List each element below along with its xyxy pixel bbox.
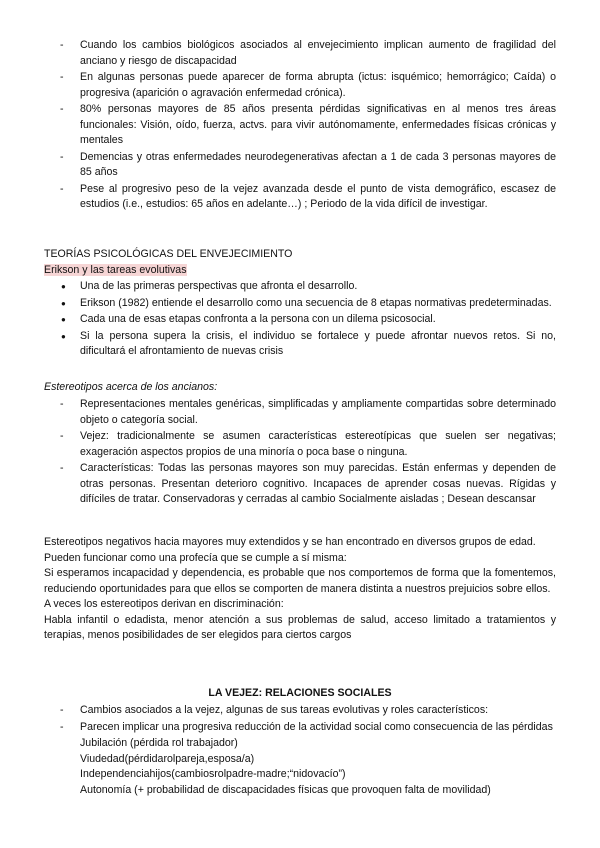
list-item: - Vejez: tradicionalmente se asumen características estereotípicas que suelen ser negativas; exageración aspectos propios de una minoría o poca base o ninguna. (80, 429, 556, 460)
stereotypes-title: Estereotipos acerca de los ancianos: (44, 381, 218, 393)
paragraph: Habla infantil o edadista, menor atención a sus problemas de salud, acceso limitado a tratamientos y terapias, menos posibilidades de ser elegidos para ciertos cargos (44, 613, 556, 641)
paragraph: Si esperamos incapacidad y dependencia, es probable que nos comportemos de forma que la fomentemos, reduciendo oportunidades para que ellos se comporten de manera distinta a nuestros prejuicios sobre ellos. (44, 567, 556, 595)
stereotypes-paragraphs (44, 535, 556, 644)
social-relations-list (80, 703, 556, 798)
list-item: - Representaciones mentales genéricas, simplificadas y ampliamente compartidas sobre determinado objeto o categoría social. (80, 397, 556, 428)
section-title-social-relations: LA VEJEZ: RELACIONES SOCIALES (208, 687, 392, 699)
list-item: - Demencias y otras enfermedades neurodegenerativas afectan a 1 de cada 3 personas mayores de 85 años (80, 150, 556, 181)
sub-item: Autonomía (+ probabilidad de discapacidades físicas que provoquen falta de movilidad) (80, 783, 491, 796)
list-item: - En algunas personas puede aparecer de forma abrupta (ictus: isquémico; hemorrágico; Caída) o progresiva (aparición o agravación enfermedad crónica). (80, 70, 556, 101)
list-item: ● Erikson (1982) entiende el desarrollo como una secuencia de 8 etapas normativas predeterminadas. (80, 296, 556, 312)
paragraph: Estereotipos negativos hacia mayores muy extendidos y se han encontrado en diversos grupos de edad. (44, 536, 536, 548)
stereotypes-list (80, 397, 556, 508)
sub-item: Viudedad(pérdidarolpareja,esposa/a) (80, 752, 255, 765)
list-item: - Parecen implicar una progresiva reducción de la actividad social como consecuencia de las pérdidas (80, 720, 556, 736)
list-item: - Cambios asociados a la vejez, algunas de sus tareas evolutivas y roles característicos: (80, 703, 556, 719)
list-item: - Características: Todas las personas mayores son muy parecidas. Están enfermas y dependen de otras personas. Presentan deterioro cognitivo. Incapaces de aprender cosas nuevas. Rígidas y difíciles de tratar. Conservadoras y cerradas al cambio Socialmente aisladas ; Desean descansar (80, 461, 556, 508)
list-item: ● Una de las primeras perspectivas que afronta el desarrollo. (80, 279, 556, 295)
subtitle-erikson: Erikson y las tareas evolutivas (44, 264, 187, 276)
subtitle-wrapper (44, 263, 344, 279)
section-title-psych-theories: TEORÍAS PSICOLÓGICAS DEL ENVEJECIMIENTO (44, 248, 293, 260)
sub-item: Independenciahijos(cambiosrolpadre-madre;“nidovacío”) (80, 768, 346, 780)
paragraph: Pueden funcionar como una profecía que se cumple a sí misma: (44, 551, 347, 564)
erikson-bullet-list (80, 279, 556, 360)
sub-list (80, 736, 556, 798)
list-item: - Pese al progresivo peso de la vejez avanzada desde el punto de vista demográfico, escasez de estudios (i.e., estudios: 65 años en adelante…) ; Periodo de la vida difícil de investigar. (80, 182, 556, 213)
list-item: ● Si la persona supera la crisis, el individuo se fortalece y puede afrontar nuevos retos. Si no, dificultará el afrontamiento de nuevas crisis (80, 329, 556, 360)
list-item: - 80% personas mayores de 85 años presenta pérdidas significativas en al menos tres áreas funcionales: Visión, oído, fuerza, actvs. para vivir autónomamente, enfermedades físicas crónicas y mentales (80, 102, 556, 149)
section-fragility-list (80, 38, 556, 213)
list-item: - Cuando los cambios biológicos asociados al envejecimiento implican aumento de fragilidad del anciano y riesgo de discapacidad (80, 38, 556, 69)
paragraph: A veces los estereotipos derivan en discriminación: (44, 598, 284, 610)
list-item: ● Cada una de esas etapas confronta a la persona con un dilema psicosocial. (80, 312, 556, 328)
sub-item: Jubilación (pérdida rol trabajador) (80, 737, 238, 749)
